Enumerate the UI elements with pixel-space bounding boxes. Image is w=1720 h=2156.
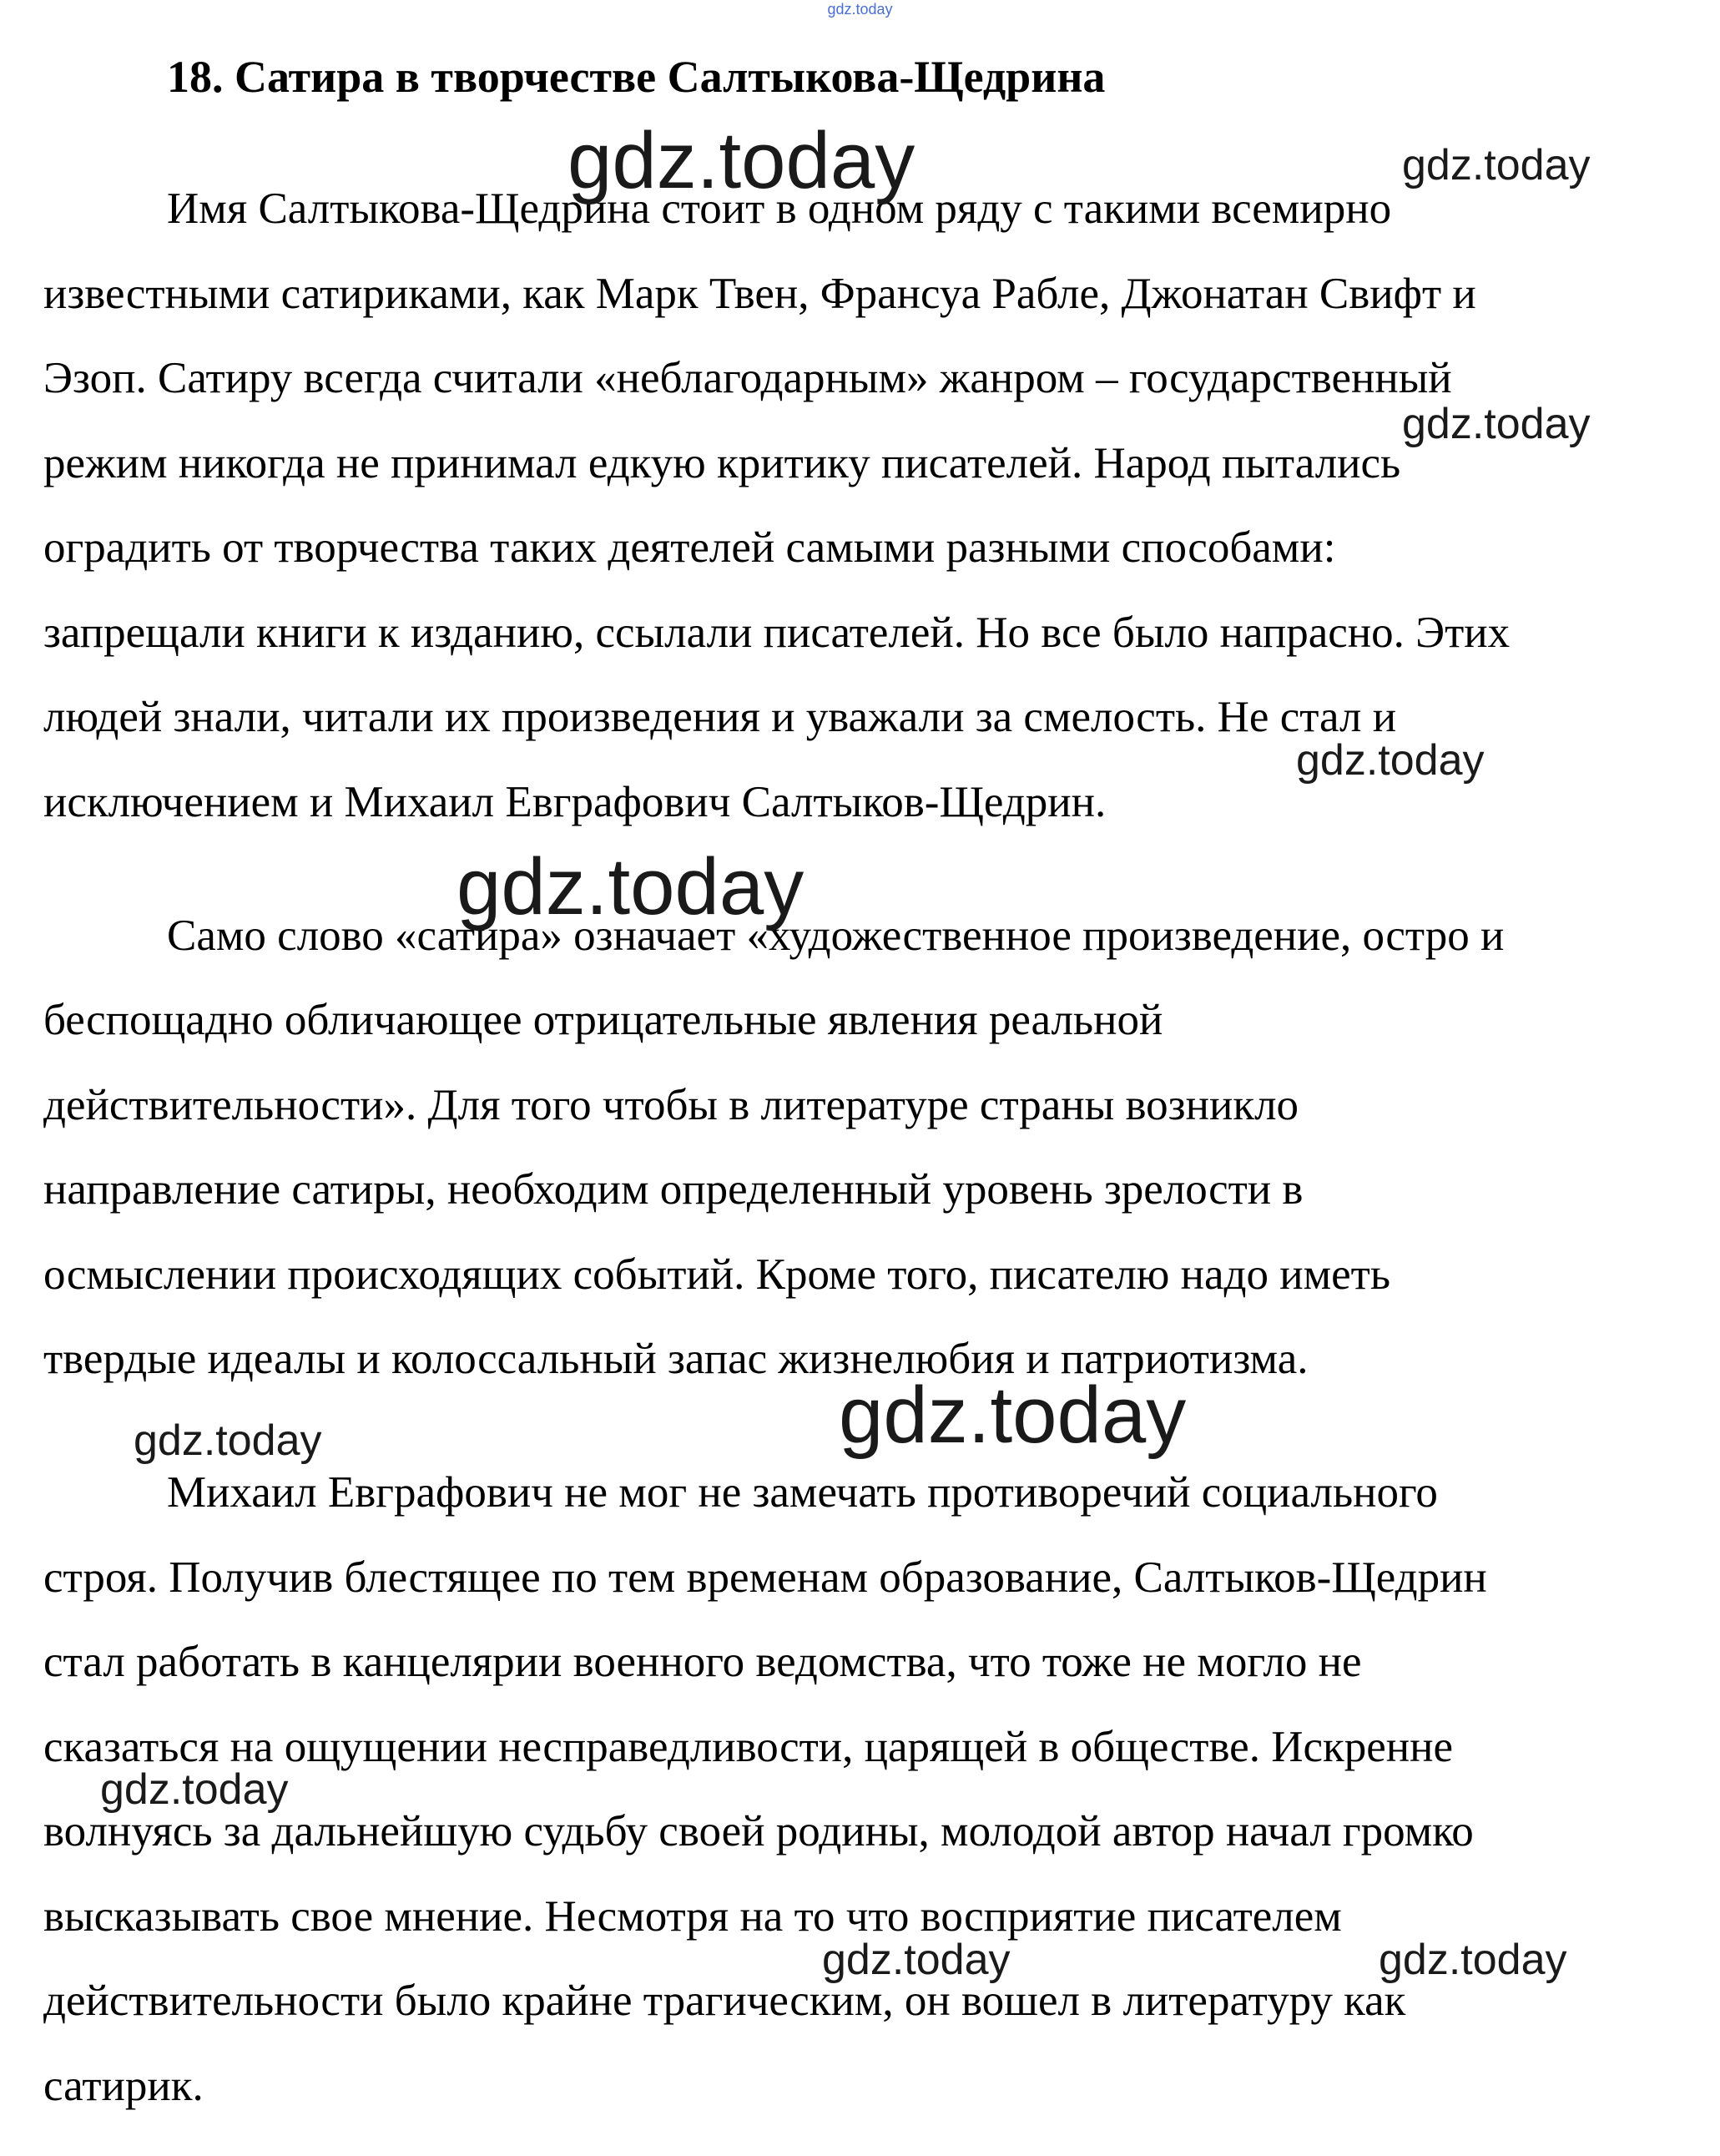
watermark: gdz.today [567, 116, 915, 205]
watermark: gdz.today [1379, 1936, 1567, 1984]
paragraph-3-line-3: стал работать в канцелярии военного ведомства, что тоже не могло не [43, 1638, 1362, 1686]
top-watermark: gdz.today [827, 1, 893, 18]
watermark: gdz.today [100, 1765, 289, 1814]
paragraph-3-line-1: Михаил Евграфович не мог не замечать противоречий социального [167, 1468, 1438, 1517]
paragraph-2-line-4: направление сатиры, необходим определенный уровень зрелости в [43, 1165, 1304, 1214]
paragraph-1-line-7: людей знали, читали их произведения и уважали за смелость. Не стал и [43, 693, 1397, 741]
paragraph-3-line-8: сатирик. [43, 2062, 204, 2110]
watermark: gdz.today [1402, 141, 1591, 189]
watermark: gdz.today [134, 1416, 322, 1465]
paragraph-1-line-5: оградить от творчества таких деятелей самыми разными способами: [43, 523, 1336, 572]
paragraph-2-line-2: беспощадно обличающее отрицательные явления реальной [43, 996, 1163, 1044]
paragraph-2-line-5: осмыслении происходящих событий. Кроме того, писателю надо иметь [43, 1250, 1391, 1299]
watermark: gdz.today [1402, 400, 1591, 448]
paragraph-3-line-2: строя. Получив блестящее по тем временам образование, Салтыков-Щедрин [43, 1553, 1487, 1602]
paragraph-1-line-8: исключением и Михаил Евграфович Салтыков-Щедрин. [43, 778, 1107, 826]
watermark: gdz.today [1296, 736, 1485, 785]
document-title: 18. Сатира в творчестве Салтыкова-Щедрина [167, 52, 1106, 102]
paragraph-2-line-1: Само слово «сатира» означает «художественное произведение, остро и [167, 911, 1505, 960]
paragraph-1-line-3: Эзоп. Сатиру всегда считали «неблагодарным» жанром – государственный [43, 354, 1452, 402]
paragraph-1-line-4: режим никогда не принимал едкую критику писателей. Народ пытались [43, 439, 1401, 487]
watermark: gdz.today [456, 842, 805, 932]
paragraph-1-line-2: известными сатириками, как Марк Твен, Франсуа Рабле, Джонатан Свифт и [43, 270, 1476, 318]
watermark: gdz.today [839, 1371, 1187, 1460]
paragraph-1-line-1: Имя Салтыкова-Щедрина стоит в одном ряду с такими всемирно [167, 184, 1392, 233]
watermark: gdz.today [822, 1936, 1011, 1984]
paragraph-3-line-5: волнуясь за дальнейшую судьбу своей родины, молодой автор начал громко [43, 1807, 1474, 1856]
paragraph-3-line-4: сказаться на ощущении несправедливости, царящей в обществе. Искренне [43, 1723, 1454, 1771]
paragraph-2-line-6: твердые идеалы и колоссальный запас жизнелюбия и патриотизма. [43, 1335, 1309, 1383]
paragraph-1-line-6: запрещали книги к изданию, ссылали писателей. Но все было напрасно. Этих [43, 608, 1511, 657]
paragraph-3-line-7: действительности было крайне трагическим, он вошел в литературу как [43, 1977, 1406, 2025]
paragraph-2-line-3: действительности». Для того чтобы в литературе страны возникло [43, 1081, 1299, 1129]
paragraph-3-line-6: высказывать свое мнение. Несмотря на то что восприятие писателем [43, 1892, 1342, 1941]
